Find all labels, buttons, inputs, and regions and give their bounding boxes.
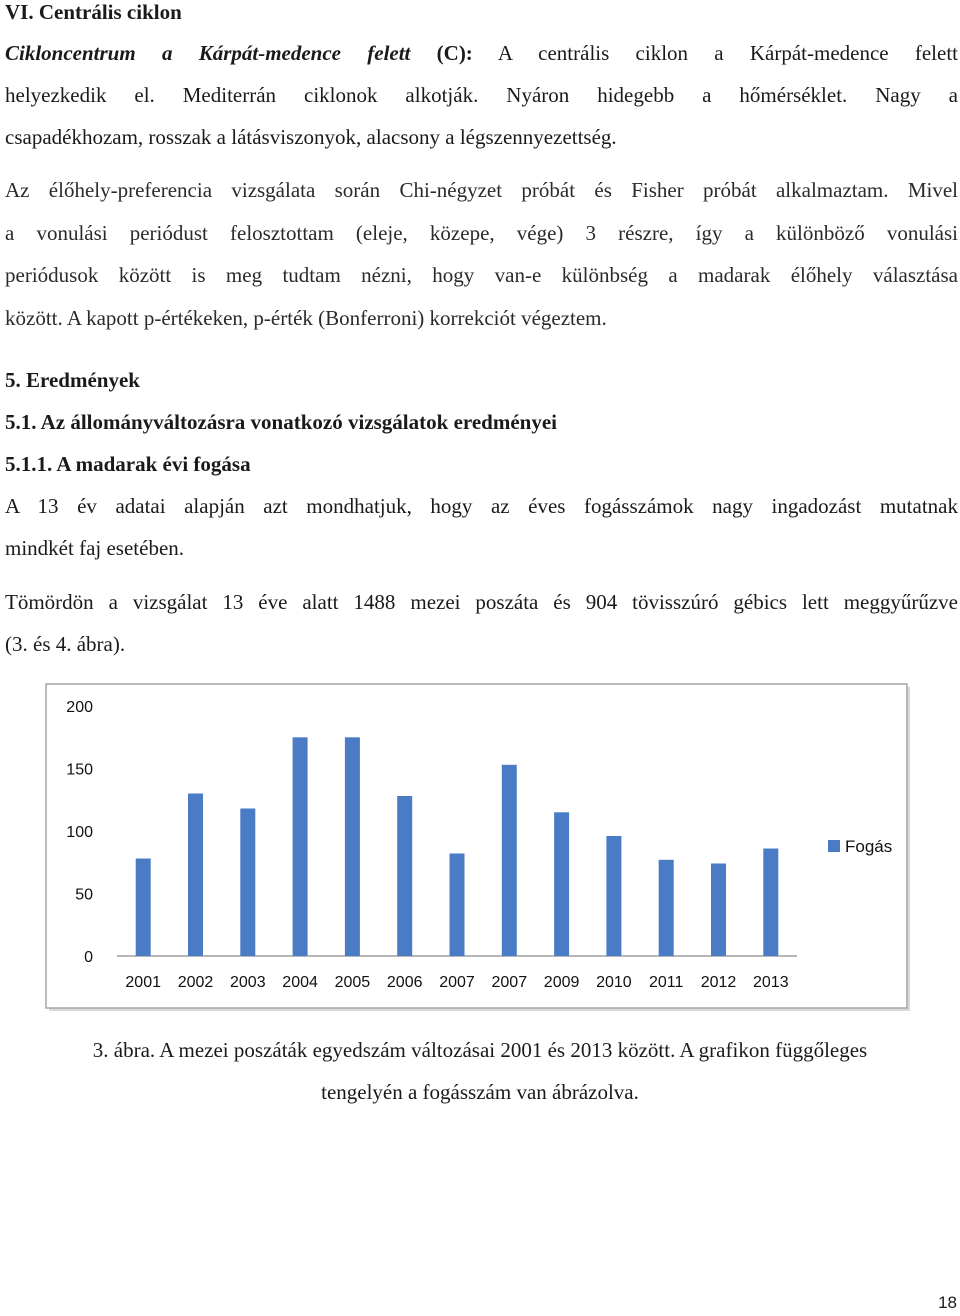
bar: [397, 796, 412, 956]
x-tick-label: 2009: [543, 974, 580, 991]
legend-label: Fogás: [845, 837, 893, 856]
chart-frame: [46, 684, 907, 1008]
bar: [606, 836, 621, 956]
paragraph-c-code: (C):: [410, 41, 473, 65]
x-tick-label: 2007: [439, 974, 475, 991]
paragraph-c-lead: Cikloncentrum a Kárpát-medence felett: [5, 41, 411, 65]
legend-swatch: [828, 840, 840, 852]
x-tick-label: 2013: [753, 974, 789, 991]
section-heading-5-1: 5.1. Az állományváltozásra vonatkozó vizsgálatok eredményei: [5, 410, 557, 434]
x-tick-label: 2004: [282, 974, 318, 991]
x-tick-label: 2012: [700, 974, 737, 991]
section-heading-5: 5. Eredmények: [5, 368, 140, 392]
page-number: 18: [938, 1293, 957, 1312]
bar: [502, 765, 517, 956]
paragraph-13-line-1: A 13 év adatai alapján azt mondhatjuk, hogy az éves fogásszámok nagy ingadozást mutatnak: [5, 494, 958, 518]
paragraph-c-line-2: helyezkedik el. Mediterrán ciklonok alkotják. Nyáron hidegebb a hőmérséklet. Nagy a: [5, 83, 958, 107]
bar-chart: [45, 683, 912, 1013]
bar: [711, 864, 726, 957]
paragraph-method-line-1: Az élőhely-preferencia vizsgálata során Chi-négyzet próbát és Fisher próbát alkalmaztam. Mivel: [5, 178, 958, 202]
bar: [450, 854, 465, 957]
x-tick-label: 2001: [125, 974, 161, 991]
bar: [345, 737, 360, 956]
paragraph-13-line-2: mindkét faj esetében.: [5, 536, 185, 560]
bar: [188, 794, 203, 957]
y-tick-label: 200: [66, 699, 93, 716]
paragraph-method-line-2: a vonulási periódust felosztottam (eleje, közepe, vége) 3 részre, így a különböző vonulási: [5, 221, 958, 245]
paragraph-c-line-1-rest: A centrális ciklon a Kárpát-medence felett: [472, 41, 958, 65]
y-tick-label: 50: [75, 886, 93, 904]
x-tick-label: 2003: [230, 974, 266, 991]
paragraph-total-line-2: (3. és 4. ábra).: [5, 632, 126, 656]
paragraph-method-line-3: periódusok között is meg tudtam nézni, hogy van-e különbség a madarak élőhely választása: [5, 263, 958, 287]
section-heading-vi: VI. Centrális ciklon: [5, 0, 182, 24]
figure-caption-line-1: 3. ábra. A mezei poszáták egyedszám változásai 2001 és 2013 között. A grafikon függőleges: [92, 1038, 868, 1062]
section-heading-5-1-1: 5.1.1. A madarak évi fogása: [5, 452, 251, 476]
bar: [293, 737, 308, 956]
x-tick-label: 2007: [491, 974, 528, 991]
paragraph-total-line-1: Tömördön a vizsgálat 13 éve alatt 1488 mezei poszáta és 904 tövisszúró gébics lett meggyűrűzve: [5, 590, 958, 614]
y-tick-label: 0: [84, 949, 93, 966]
x-tick-label: 2011: [648, 974, 684, 991]
x-tick-label: 2002: [177, 974, 214, 991]
paragraph-method-line-4: között. A kapott p-értékeken, p-érték (Bonferroni) korrekciót végeztem.: [5, 306, 607, 330]
bar: [136, 859, 151, 957]
paragraph-c-line-1: [5, 41, 958, 65]
bar: [763, 849, 778, 957]
bar: [554, 812, 569, 956]
x-tick-label: 2010: [596, 974, 632, 991]
x-tick-label: 2005: [334, 974, 371, 991]
bar: [240, 809, 255, 957]
paragraph-c-line-3: csapadékhozam, rosszak a látásviszonyok, alacsony a légszennyezettség.: [5, 125, 617, 149]
y-tick-label: 100: [66, 824, 93, 841]
bar-chart-svg: [45, 683, 912, 1013]
bar: [659, 860, 674, 956]
figure-caption-line-2: tengelyén a fogásszám van ábrázolva.: [321, 1080, 639, 1104]
y-tick-label: 150: [66, 761, 93, 779]
x-tick-label: 2006: [386, 974, 423, 991]
